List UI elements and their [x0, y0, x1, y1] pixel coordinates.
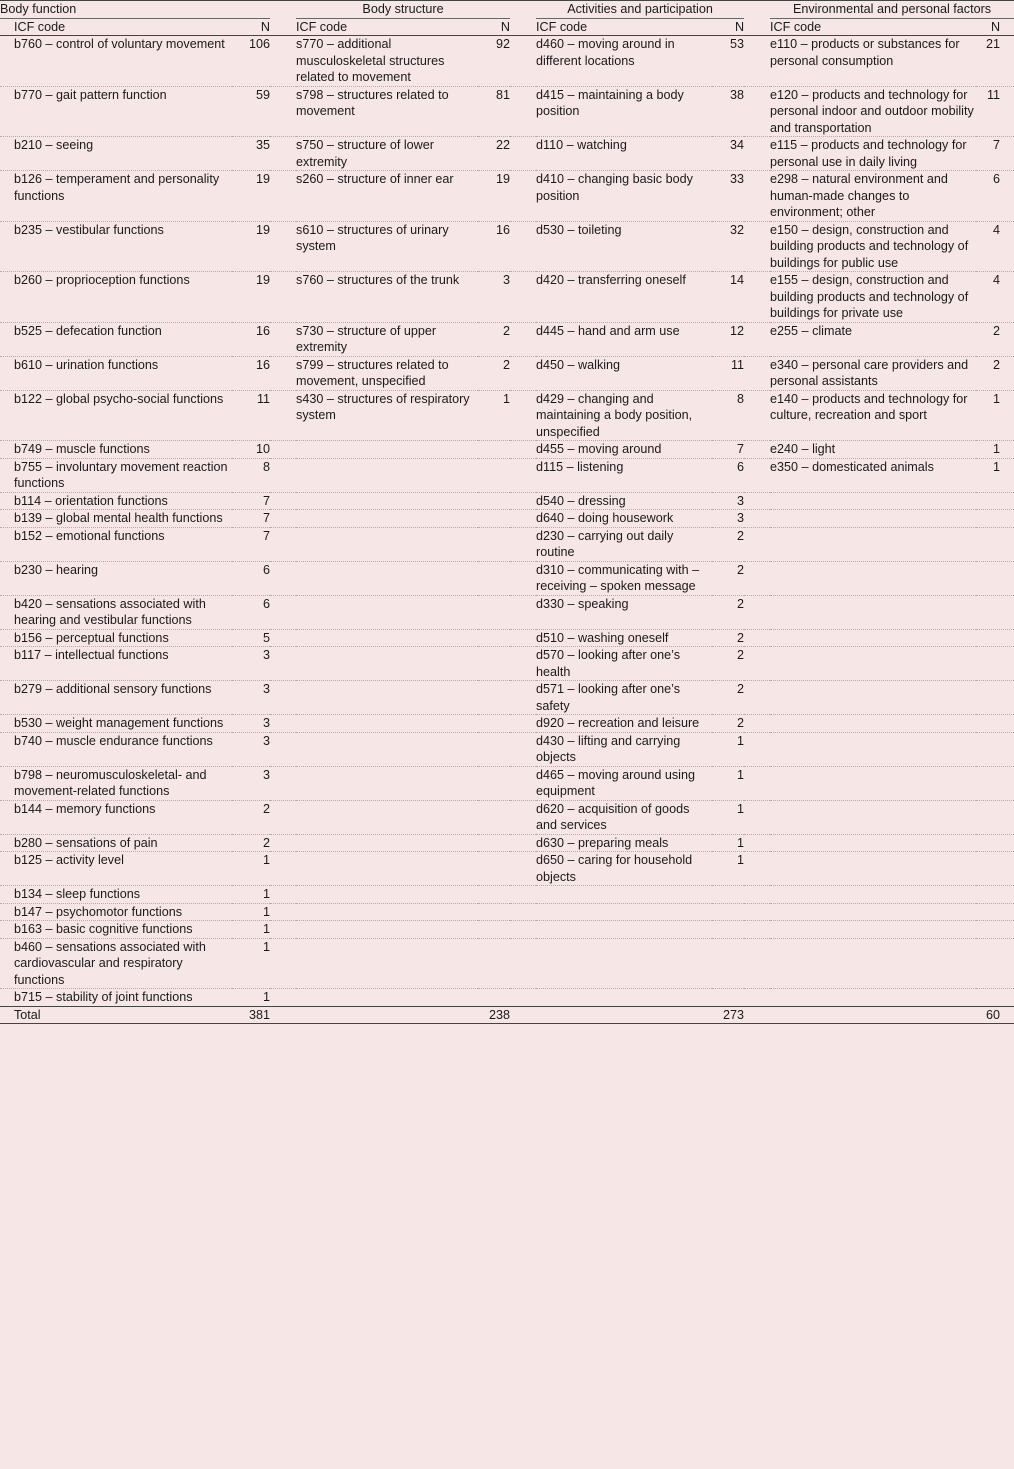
subheader-n: N	[478, 18, 510, 36]
body-function-code: b460 – sensations associated with cardiovascular and respiratory functions	[0, 938, 232, 989]
body-structure-n	[478, 527, 510, 561]
environmental-code	[770, 800, 976, 834]
activity-n: 3	[712, 510, 744, 528]
body-function-n: 1	[232, 886, 270, 904]
body-function-code: b144 – memory functions	[0, 800, 232, 834]
body-function-n: 1	[232, 903, 270, 921]
activity-n: 34	[712, 137, 744, 171]
environmental-code: e298 – natural environment and human-made changes to environment; other	[770, 171, 976, 222]
activity-n	[712, 938, 744, 989]
body-function-n: 3	[232, 732, 270, 766]
environmental-n: 21	[976, 36, 1014, 87]
environmental-code	[770, 595, 976, 629]
body-function-code: b525 – defecation function	[0, 322, 232, 356]
body-structure-n	[478, 800, 510, 834]
subheader-n: N	[232, 18, 270, 36]
environmental-n	[976, 938, 1014, 989]
subheader-code: ICF code	[0, 18, 232, 36]
body-structure-code	[296, 732, 478, 766]
environmental-n	[976, 561, 1014, 595]
activity-code: d540 – dressing	[536, 492, 712, 510]
body-function-n: 7	[232, 492, 270, 510]
environmental-code	[770, 852, 976, 886]
environmental-code: e120 – products and technology for personal indoor and outdoor mobility and transportation	[770, 86, 976, 137]
activity-code: d429 – changing and maintaining a body position, unspecified	[536, 390, 712, 441]
environmental-n	[976, 492, 1014, 510]
table-row	[0, 938, 1014, 989]
body-function-code: b749 – muscle functions	[0, 441, 232, 459]
body-structure-code	[296, 458, 478, 492]
activity-n: 11	[712, 356, 744, 390]
activity-code: d630 – preparing meals	[536, 834, 712, 852]
environmental-code	[770, 921, 976, 939]
body-function-n: 1	[232, 852, 270, 886]
activity-n: 14	[712, 272, 744, 323]
table-row	[0, 272, 1014, 323]
body-structure-n	[478, 886, 510, 904]
environmental-code: e150 – design, construction and building products and technology of buildings for public use	[770, 221, 976, 272]
table-row	[0, 221, 1014, 272]
environmental-n: 7	[976, 137, 1014, 171]
subheader-code: ICF code	[536, 18, 712, 36]
body-function-n: 16	[232, 356, 270, 390]
table-row	[0, 510, 1014, 528]
body-function-n: 11	[232, 390, 270, 441]
body-structure-n	[478, 629, 510, 647]
body-function-code: b126 – temperament and personality functions	[0, 171, 232, 222]
group-header-body-structure: Body structure	[296, 1, 510, 19]
table-row	[0, 356, 1014, 390]
body-function-code: b117 – intellectual functions	[0, 647, 232, 681]
environmental-n: 11	[976, 86, 1014, 137]
environmental-code	[770, 561, 976, 595]
body-structure-n: 16	[478, 221, 510, 272]
body-structure-n	[478, 732, 510, 766]
total-row	[0, 1006, 1014, 1024]
total-body-function: 381	[232, 1006, 270, 1024]
table-row	[0, 921, 1014, 939]
body-function-code: b122 – global psycho-social functions	[0, 390, 232, 441]
activity-code: d415 – maintaining a body position	[536, 86, 712, 137]
table-row	[0, 527, 1014, 561]
body-function-n: 19	[232, 272, 270, 323]
activity-code: d460 – moving around in different locations	[536, 36, 712, 87]
environmental-n	[976, 595, 1014, 629]
body-structure-code	[296, 647, 478, 681]
body-structure-n	[478, 938, 510, 989]
table-row	[0, 800, 1014, 834]
table-row	[0, 629, 1014, 647]
activity-code	[536, 921, 712, 939]
body-structure-code: s799 – structures related to movement, unspecified	[296, 356, 478, 390]
total-activities: 273	[712, 1006, 744, 1024]
body-structure-n	[478, 766, 510, 800]
table-row	[0, 458, 1014, 492]
activity-code: d570 – looking after one’s health	[536, 647, 712, 681]
environmental-code: e110 – products or substances for personal consumption	[770, 36, 976, 87]
body-structure-code	[296, 921, 478, 939]
body-function-n: 59	[232, 86, 270, 137]
activity-n: 1	[712, 766, 744, 800]
subheader-code: ICF code	[770, 18, 976, 36]
body-function-code: b114 – orientation functions	[0, 492, 232, 510]
total-environmental: 60	[976, 1006, 1014, 1024]
table-row	[0, 886, 1014, 904]
table-row	[0, 171, 1014, 222]
body-structure-code	[296, 595, 478, 629]
table-row	[0, 595, 1014, 629]
activity-n	[712, 989, 744, 1007]
activity-n: 1	[712, 732, 744, 766]
body-structure-n	[478, 441, 510, 459]
group-header-environmental: Environmental and personal factors	[770, 1, 1014, 19]
body-function-code: b755 – involuntary movement reaction functions	[0, 458, 232, 492]
body-structure-code: s430 – structures of respiratory system	[296, 390, 478, 441]
activity-code	[536, 903, 712, 921]
table-row	[0, 390, 1014, 441]
environmental-n	[976, 732, 1014, 766]
activity-n	[712, 921, 744, 939]
body-function-n: 106	[232, 36, 270, 87]
body-structure-code: s260 – structure of inner ear	[296, 171, 478, 222]
subheader-row	[0, 18, 1014, 36]
body-function-code: b280 – sensations of pain	[0, 834, 232, 852]
environmental-code	[770, 629, 976, 647]
environmental-code	[770, 492, 976, 510]
environmental-code	[770, 715, 976, 733]
body-structure-code	[296, 441, 478, 459]
body-structure-code	[296, 938, 478, 989]
body-structure-n	[478, 681, 510, 715]
body-structure-n: 22	[478, 137, 510, 171]
activity-n	[712, 903, 744, 921]
body-function-n: 19	[232, 171, 270, 222]
activity-n: 33	[712, 171, 744, 222]
environmental-code	[770, 647, 976, 681]
body-structure-code	[296, 527, 478, 561]
body-structure-code	[296, 903, 478, 921]
body-structure-n	[478, 647, 510, 681]
table-row	[0, 766, 1014, 800]
environmental-n	[976, 886, 1014, 904]
activity-code: d620 – acquisition of goods and services	[536, 800, 712, 834]
table-row	[0, 989, 1014, 1007]
body-structure-n: 81	[478, 86, 510, 137]
activity-code: d455 – moving around	[536, 441, 712, 459]
body-function-code: b230 – hearing	[0, 561, 232, 595]
activity-code: d230 – carrying out daily routine	[536, 527, 712, 561]
activity-n: 2	[712, 527, 744, 561]
body-function-code: b125 – activity level	[0, 852, 232, 886]
body-structure-code	[296, 989, 478, 1007]
table-row	[0, 86, 1014, 137]
total-body-structure: 238	[478, 1006, 510, 1024]
environmental-n	[976, 834, 1014, 852]
activity-code: d445 – hand and arm use	[536, 322, 712, 356]
activity-code: d640 – doing housework	[536, 510, 712, 528]
body-function-n: 1	[232, 989, 270, 1007]
activity-code: d410 – changing basic body position	[536, 171, 712, 222]
table-row	[0, 715, 1014, 733]
environmental-n: 1	[976, 390, 1014, 441]
table-row	[0, 137, 1014, 171]
body-function-code: b610 – urination functions	[0, 356, 232, 390]
body-function-code: b530 – weight management functions	[0, 715, 232, 733]
table-row	[0, 322, 1014, 356]
table-row	[0, 36, 1014, 87]
environmental-n	[976, 852, 1014, 886]
body-structure-n	[478, 715, 510, 733]
body-structure-n	[478, 510, 510, 528]
body-structure-code: s798 – structures related to movement	[296, 86, 478, 137]
body-structure-code	[296, 492, 478, 510]
body-function-n: 3	[232, 715, 270, 733]
body-structure-code: s750 – structure of lower extremity	[296, 137, 478, 171]
activity-n: 3	[712, 492, 744, 510]
activity-code: d530 – toileting	[536, 221, 712, 272]
table-row	[0, 903, 1014, 921]
activity-n: 2	[712, 681, 744, 715]
body-structure-code	[296, 766, 478, 800]
environmental-n	[976, 903, 1014, 921]
subheader-code: ICF code	[296, 18, 478, 36]
table-row	[0, 441, 1014, 459]
body-structure-n	[478, 989, 510, 1007]
body-function-n: 3	[232, 647, 270, 681]
body-function-code: b152 – emotional functions	[0, 527, 232, 561]
body-structure-n	[478, 561, 510, 595]
environmental-code	[770, 681, 976, 715]
activity-code: d430 – lifting and carrying objects	[536, 732, 712, 766]
activity-code	[536, 938, 712, 989]
body-function-code: b134 – sleep functions	[0, 886, 232, 904]
body-structure-n: 3	[478, 272, 510, 323]
environmental-code: e115 – products and technology for personal use in daily living	[770, 137, 976, 171]
environmental-n	[976, 921, 1014, 939]
body-function-n: 2	[232, 800, 270, 834]
body-function-n: 3	[232, 766, 270, 800]
environmental-code	[770, 527, 976, 561]
body-structure-code: s730 – structure of upper extremity	[296, 322, 478, 356]
activity-n: 8	[712, 390, 744, 441]
body-function-code: b740 – muscle endurance functions	[0, 732, 232, 766]
body-function-code: b798 – neuromusculoskeletal- and movement-related functions	[0, 766, 232, 800]
body-function-code: b235 – vestibular functions	[0, 221, 232, 272]
environmental-n	[976, 629, 1014, 647]
subheader-n: N	[712, 18, 744, 36]
environmental-n	[976, 715, 1014, 733]
body-function-n: 8	[232, 458, 270, 492]
activity-n	[712, 886, 744, 904]
body-structure-n	[478, 921, 510, 939]
body-structure-code	[296, 852, 478, 886]
environmental-n: 4	[976, 221, 1014, 272]
body-structure-code: s770 – additional musculoskeletal structures related to movement	[296, 36, 478, 87]
body-function-code: b260 – proprioception functions	[0, 272, 232, 323]
body-function-n: 10	[232, 441, 270, 459]
environmental-n: 6	[976, 171, 1014, 222]
activity-code: d450 – walking	[536, 356, 712, 390]
body-function-code: b139 – global mental health functions	[0, 510, 232, 528]
body-function-n: 5	[232, 629, 270, 647]
body-function-n: 7	[232, 527, 270, 561]
environmental-n: 2	[976, 322, 1014, 356]
body-function-code: b163 – basic cognitive functions	[0, 921, 232, 939]
body-function-n: 35	[232, 137, 270, 171]
environmental-code	[770, 886, 976, 904]
total-label: Total	[0, 1006, 232, 1024]
activity-n: 53	[712, 36, 744, 87]
body-structure-n	[478, 458, 510, 492]
activity-n: 1	[712, 800, 744, 834]
table-row	[0, 852, 1014, 886]
body-structure-code: s610 – structures of urinary system	[296, 221, 478, 272]
body-structure-n: 19	[478, 171, 510, 222]
body-function-code: b760 – control of voluntary movement	[0, 36, 232, 87]
table-row	[0, 647, 1014, 681]
environmental-code: e255 – climate	[770, 322, 976, 356]
body-structure-n	[478, 903, 510, 921]
body-structure-n	[478, 492, 510, 510]
activity-code: d510 – washing oneself	[536, 629, 712, 647]
environmental-n	[976, 800, 1014, 834]
body-function-n: 1	[232, 938, 270, 989]
body-function-code: b156 – perceptual functions	[0, 629, 232, 647]
body-function-n: 7	[232, 510, 270, 528]
body-structure-n: 2	[478, 322, 510, 356]
activity-n: 2	[712, 715, 744, 733]
body-function-code: b770 – gait pattern function	[0, 86, 232, 137]
body-structure-code	[296, 800, 478, 834]
body-function-n: 6	[232, 595, 270, 629]
activity-code: d650 – caring for household objects	[536, 852, 712, 886]
body-structure-code	[296, 629, 478, 647]
body-structure-code	[296, 886, 478, 904]
group-header-body-function: Body function	[0, 1, 270, 19]
environmental-code	[770, 834, 976, 852]
activity-n: 32	[712, 221, 744, 272]
table-row	[0, 732, 1014, 766]
body-function-code: b279 – additional sensory functions	[0, 681, 232, 715]
activity-code: d420 – transferring oneself	[536, 272, 712, 323]
activity-code: d465 – moving around using equipment	[536, 766, 712, 800]
activity-code	[536, 989, 712, 1007]
body-function-n: 19	[232, 221, 270, 272]
activity-code: d310 – communicating with – receiving – spoken message	[536, 561, 712, 595]
environmental-n: 4	[976, 272, 1014, 323]
environmental-n	[976, 989, 1014, 1007]
table-row	[0, 834, 1014, 852]
body-function-n: 16	[232, 322, 270, 356]
activity-n: 12	[712, 322, 744, 356]
activity-n: 38	[712, 86, 744, 137]
table-row	[0, 681, 1014, 715]
environmental-n	[976, 681, 1014, 715]
table-row	[0, 492, 1014, 510]
environmental-code: e350 – domesticated animals	[770, 458, 976, 492]
body-structure-code: s760 – structures of the trunk	[296, 272, 478, 323]
environmental-n: 1	[976, 458, 1014, 492]
body-structure-code	[296, 510, 478, 528]
body-structure-code	[296, 834, 478, 852]
body-structure-n	[478, 595, 510, 629]
body-structure-code	[296, 561, 478, 595]
environmental-n	[976, 766, 1014, 800]
body-structure-code	[296, 715, 478, 733]
environmental-n	[976, 510, 1014, 528]
environmental-code	[770, 766, 976, 800]
body-structure-n	[478, 834, 510, 852]
environmental-code: e340 – personal care providers and personal assistants	[770, 356, 976, 390]
body-function-n: 3	[232, 681, 270, 715]
environmental-n: 2	[976, 356, 1014, 390]
body-structure-n: 1	[478, 390, 510, 441]
environmental-n	[976, 647, 1014, 681]
body-structure-n: 92	[478, 36, 510, 87]
activity-code	[536, 886, 712, 904]
body-structure-n: 2	[478, 356, 510, 390]
activity-n: 2	[712, 561, 744, 595]
environmental-n: 1	[976, 441, 1014, 459]
body-function-n: 1	[232, 921, 270, 939]
activity-n: 2	[712, 595, 744, 629]
activity-n: 7	[712, 441, 744, 459]
activity-n: 2	[712, 647, 744, 681]
activity-code: d115 – listening	[536, 458, 712, 492]
environmental-code	[770, 989, 976, 1007]
activity-n: 2	[712, 629, 744, 647]
activity-n: 6	[712, 458, 744, 492]
body-structure-code	[296, 681, 478, 715]
body-function-code: b147 – psychomotor functions	[0, 903, 232, 921]
environmental-n	[976, 527, 1014, 561]
activity-n: 1	[712, 852, 744, 886]
body-structure-n	[478, 852, 510, 886]
body-function-code: b420 – sensations associated with hearing and vestibular functions	[0, 595, 232, 629]
environmental-code: e240 – light	[770, 441, 976, 459]
environmental-code	[770, 903, 976, 921]
activity-code: d330 – speaking	[536, 595, 712, 629]
environmental-code	[770, 510, 976, 528]
activity-n: 1	[712, 834, 744, 852]
body-function-code: b210 – seeing	[0, 137, 232, 171]
body-function-n: 2	[232, 834, 270, 852]
environmental-code: e140 – products and technology for culture, recreation and sport	[770, 390, 976, 441]
group-header-activities: Activities and participation	[536, 1, 744, 19]
group-header-row	[0, 1, 1014, 19]
body-function-code: b715 – stability of joint functions	[0, 989, 232, 1007]
environmental-code	[770, 938, 976, 989]
activity-code: d571 – looking after one’s safety	[536, 681, 712, 715]
body-function-n: 6	[232, 561, 270, 595]
activity-code: d920 – recreation and leisure	[536, 715, 712, 733]
environmental-code	[770, 732, 976, 766]
environmental-code: e155 – design, construction and building products and technology of buildings for private use	[770, 272, 976, 323]
activity-code: d110 – watching	[536, 137, 712, 171]
table-row	[0, 561, 1014, 595]
subheader-n: N	[976, 18, 1014, 36]
